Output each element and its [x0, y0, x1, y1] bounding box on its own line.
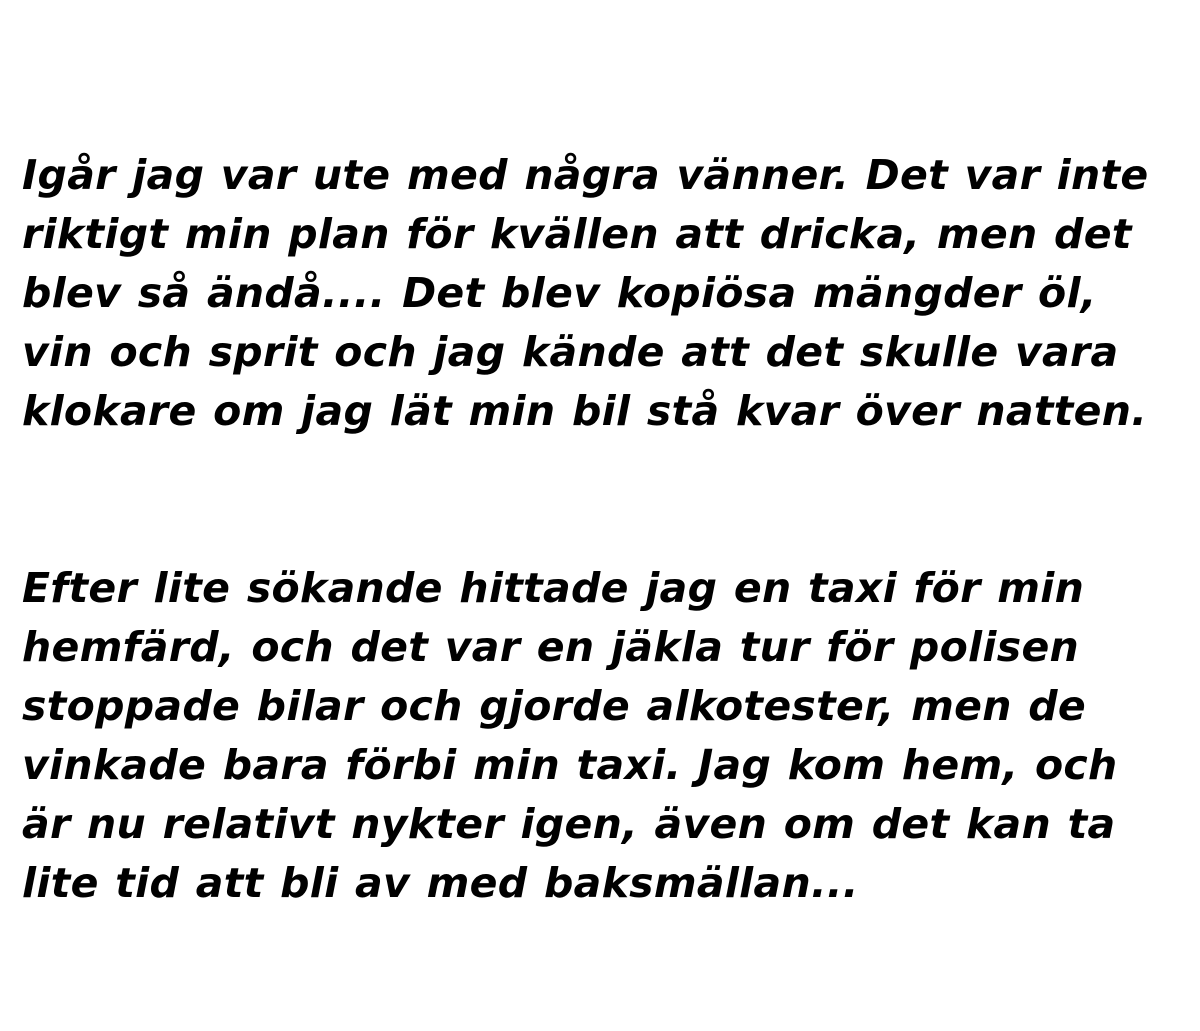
- story-paragraph-1: Igår jag var ute med några vänner. Det var inte riktigt min plan för kvällen att dricka, men det blev så ändå.... Det blev kopiösa mängder öl, vin och sprit och jag kände att det skulle vara klokare om jag lät min bil stå kvar över natten.: [22, 151, 1166, 435]
- story-text-block: [22, 28, 1178, 1031]
- story-paragraph-2: Efter lite sökande hittade jag en taxi för min hemfärd, och det var en jäkla tur för polisen stoppade bilar och gjorde alkotester, men de vinkade bara förbi min taxi. Jag kom hem, och är nu relativt nykter igen, även om det kan ta lite tid att bli av med baksmällan...: [22, 564, 1135, 907]
